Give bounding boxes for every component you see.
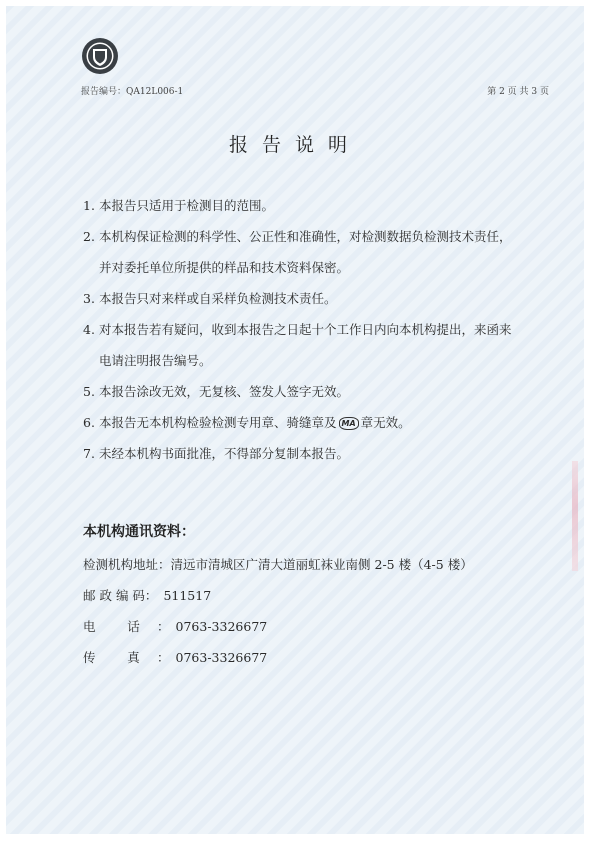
page-info [487, 84, 549, 97]
postcode-row [83, 585, 553, 616]
phone-value: 0763-3326677 [175, 619, 268, 634]
phone-row [83, 616, 553, 647]
note-continuation: 并对委托单位所提供的样品和技术资料保密。 [99, 260, 350, 275]
note-number: 7. [83, 446, 95, 461]
seal-edge-mark [572, 461, 578, 571]
report-header [81, 84, 549, 97]
address-row [83, 554, 553, 585]
note-text: 本报告只对来样或自采样负检测技术责任。 [99, 291, 337, 306]
contact-info [83, 554, 553, 678]
note-text: 章无效。 [360, 415, 411, 430]
colon: ： [144, 588, 158, 603]
institution-logo-icon [81, 37, 119, 75]
page-title: 报告说明 [228, 134, 361, 156]
note-number: 5. [83, 384, 95, 399]
note-number: 1. [83, 198, 95, 213]
fax-label: 传 真 [83, 650, 140, 665]
note-number: 6. [83, 415, 95, 430]
fax-value: 0763-3326677 [175, 650, 268, 665]
note-text: 本报告无本机构检验检测专用章、骑缝章及 [99, 415, 337, 430]
note-text: 本机构保证检测的科学性、公正性和准确性，对检测数据负检测技术责任， [99, 229, 512, 244]
postcode-label: 邮 政 编 码 [83, 588, 145, 603]
phone-label: 电 话 [83, 619, 140, 634]
colon: ： [157, 619, 170, 634]
note-item [83, 221, 553, 283]
note-item [83, 376, 553, 407]
note-text: 对本报告若有疑问，收到本报告之日起十个工作日内向本机构提出，来函来 [99, 322, 512, 337]
note-item [83, 407, 553, 438]
colon: ： [157, 650, 170, 665]
report-number [81, 84, 183, 97]
report-number-label: 报告编号： [81, 87, 127, 97]
postcode-value: 511517 [163, 588, 212, 603]
note-number: 4. [83, 322, 95, 337]
note-item [83, 314, 553, 376]
report-number-value: QA12L006-1 [126, 87, 184, 97]
note-number: 2. [83, 229, 95, 244]
note-item [83, 283, 553, 314]
note-continuation: 电请注明报告编号。 [99, 353, 212, 368]
note-text: 本报告只适用于检测目的范围。 [99, 198, 275, 213]
notes-list [83, 190, 553, 469]
note-number: 3. [83, 291, 95, 306]
note-text: 本报告涂改无效，无复核、签发人签字无效。 [99, 384, 350, 399]
cma-mark-icon: MA [339, 417, 359, 430]
note-item [83, 438, 553, 469]
fax-row [83, 647, 553, 678]
address-label: 检测机构地址： [83, 557, 171, 572]
note-text: 未经本机构书面批准，不得部分复制本报告。 [99, 446, 350, 461]
address-value: 清远市清城区广清大道丽虹袜业南侧 2-5 楼（4-5 楼） [170, 557, 473, 572]
report-page [6, 6, 584, 834]
contact-section-title: 本机构通讯资料： [83, 524, 195, 540]
page-info-text: 第 2 页 共 3 页 [487, 87, 549, 97]
note-item [83, 190, 553, 221]
